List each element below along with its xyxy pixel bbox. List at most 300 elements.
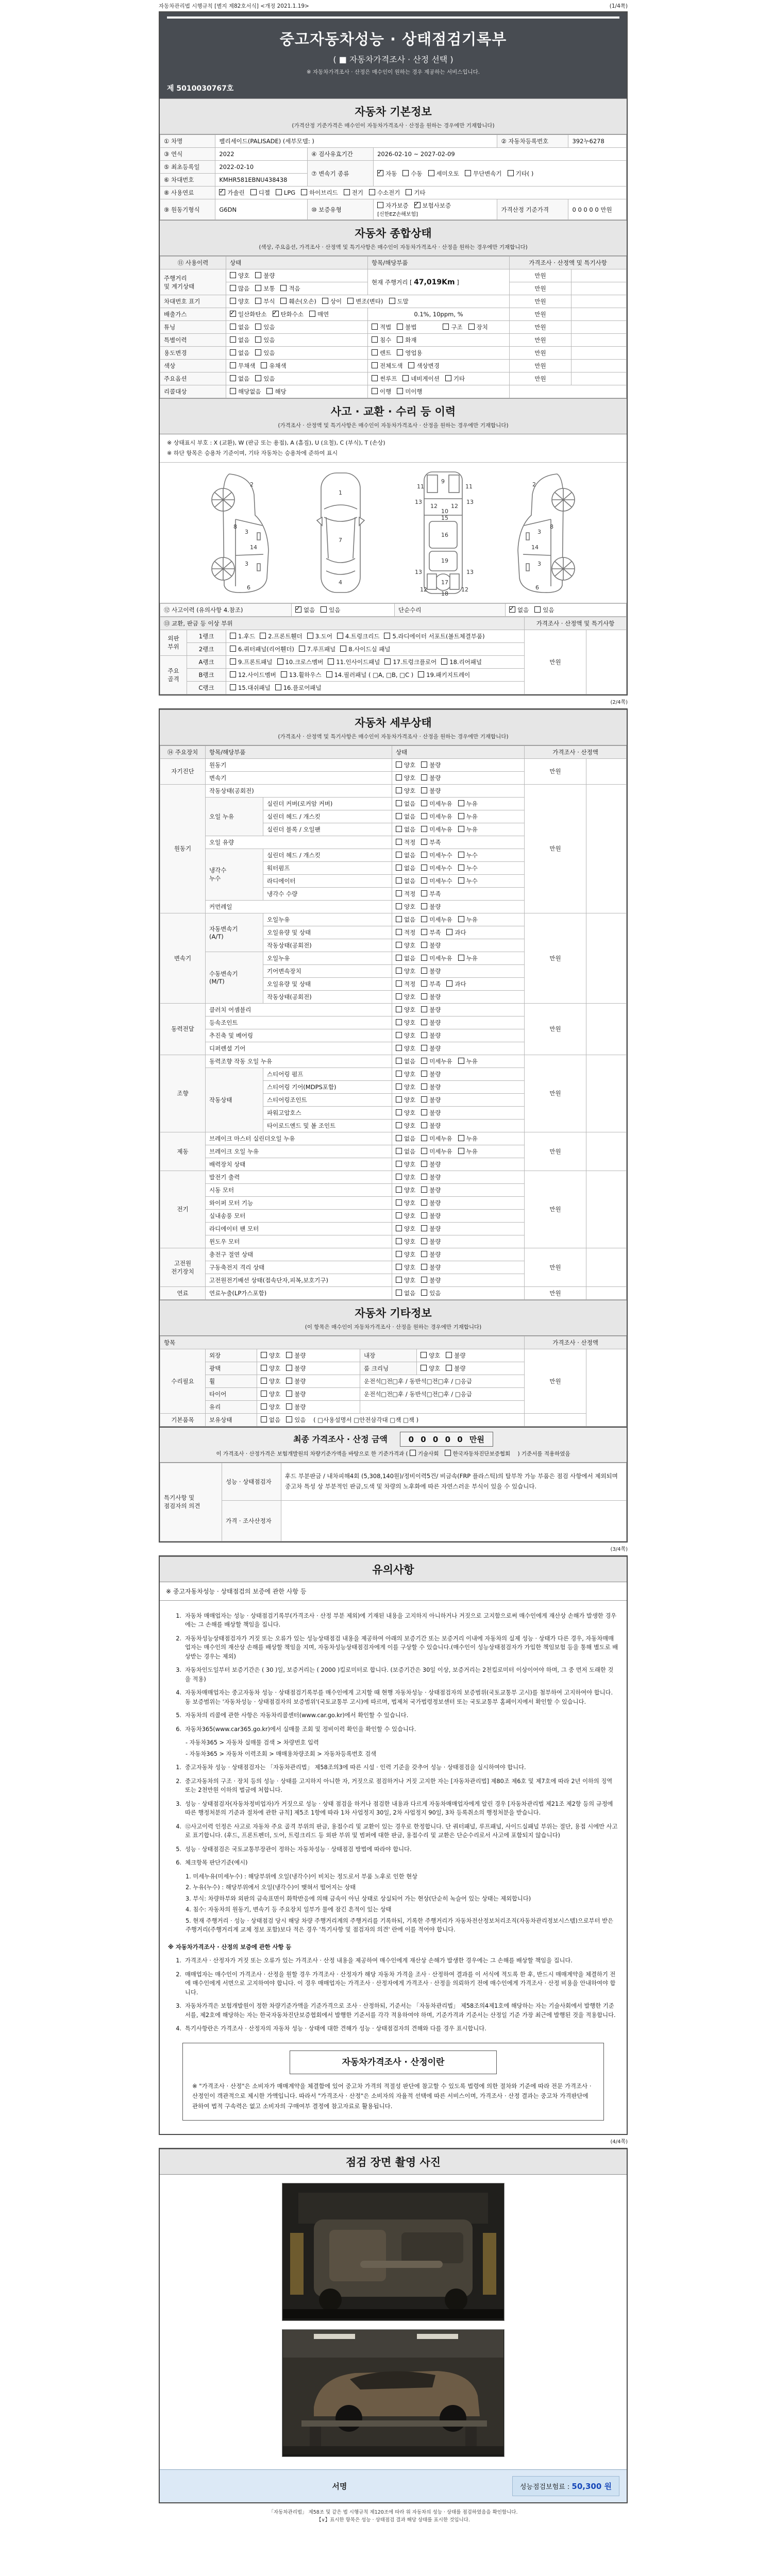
- checkbox-option[interactable]: 부식: [255, 297, 275, 306]
- checkbox-icon[interactable]: [286, 1378, 292, 1384]
- checkbox-option[interactable]: 있음: [255, 375, 275, 383]
- checkbox-option[interactable]: 없음: [396, 1057, 415, 1065]
- checkbox-icon[interactable]: [295, 606, 301, 613]
- checkbox-option[interactable]: 미세누유: [421, 1147, 452, 1156]
- checkbox-option[interactable]: 미세누유: [421, 916, 452, 924]
- checkbox-icon[interactable]: [396, 1238, 402, 1244]
- checkbox-icon[interactable]: [230, 671, 236, 677]
- checkbox-option[interactable]: 불량: [421, 1173, 441, 1181]
- checkbox-option[interactable]: 1.후드: [230, 632, 255, 640]
- checkbox-icon[interactable]: [286, 1403, 292, 1410]
- checkbox-option[interactable]: 디젤: [250, 189, 270, 197]
- checkbox-icon[interactable]: [396, 1045, 402, 1051]
- checkbox-icon[interactable]: [421, 968, 427, 974]
- checkbox-option[interactable]: 기술사회: [410, 1450, 439, 1458]
- checkbox-option[interactable]: 미세누유: [421, 800, 452, 808]
- checkbox-option[interactable]: 양호: [396, 1276, 415, 1284]
- checkbox-icon[interactable]: [421, 1109, 427, 1115]
- checkbox-icon[interactable]: [458, 955, 464, 961]
- checkbox-icon[interactable]: [458, 865, 464, 871]
- checkbox-icon[interactable]: [266, 388, 273, 394]
- checkbox-option[interactable]: 해당: [266, 387, 286, 396]
- checkbox-option[interactable]: 없음: [396, 825, 415, 834]
- checkbox-icon[interactable]: [309, 311, 315, 317]
- checkbox-option[interactable]: 양호: [261, 1377, 280, 1385]
- checkbox-icon[interactable]: [397, 324, 403, 330]
- checkbox-option[interactable]: 불량: [286, 1351, 306, 1360]
- checkbox-icon[interactable]: [421, 1058, 427, 1064]
- checkbox-icon[interactable]: [458, 916, 464, 922]
- checkbox-option[interactable]: 없음: [396, 954, 415, 962]
- checkbox-icon[interactable]: [230, 298, 236, 304]
- checkbox-icon[interactable]: [421, 1006, 427, 1012]
- checkbox-option[interactable]: 13.휠하우스: [281, 671, 322, 679]
- checkbox-icon[interactable]: [230, 633, 236, 639]
- checkbox-option[interactable]: 양호: [421, 1351, 440, 1360]
- checkbox-option[interactable]: 양호: [261, 1390, 280, 1398]
- checkbox-option[interactable]: LPG: [276, 189, 295, 196]
- checkbox-option[interactable]: 불량: [421, 1096, 441, 1104]
- checkbox-icon[interactable]: [396, 1148, 402, 1154]
- checkbox-option[interactable]: 미세누수: [421, 864, 452, 872]
- checkbox-option[interactable]: 적정: [396, 838, 415, 846]
- checkbox-option[interactable]: 무채색: [230, 362, 255, 370]
- checkbox-option[interactable]: 11.인사이드패널: [328, 658, 380, 666]
- checkbox-option[interactable]: 이행: [372, 387, 391, 396]
- checkbox-icon[interactable]: [347, 298, 354, 304]
- checkbox-icon[interactable]: [421, 942, 427, 948]
- checkbox-option[interactable]: 누수: [458, 864, 478, 872]
- checkbox-icon[interactable]: [458, 1135, 464, 1141]
- checkbox-option[interactable]: 있음: [534, 606, 554, 614]
- checkbox-icon[interactable]: [421, 865, 427, 871]
- checkbox-icon[interactable]: [396, 955, 402, 961]
- checkbox-icon[interactable]: [260, 633, 266, 639]
- checkbox-option[interactable]: 불량: [421, 1199, 441, 1207]
- checkbox-icon[interactable]: [396, 1071, 402, 1077]
- checkbox-icon[interactable]: [396, 813, 402, 819]
- checkbox-option[interactable]: 썬루프: [372, 375, 397, 383]
- checkbox-icon[interactable]: [396, 1290, 402, 1296]
- checkbox-option[interactable]: 수소전기: [369, 189, 400, 197]
- checkbox-icon[interactable]: [396, 1174, 402, 1180]
- checkbox-icon[interactable]: [421, 1251, 427, 1257]
- checkbox-icon[interactable]: [372, 388, 378, 394]
- checkbox-icon[interactable]: [372, 324, 378, 330]
- checkbox-option[interactable]: 양호: [396, 1238, 415, 1246]
- checkbox-icon[interactable]: [255, 285, 261, 291]
- checkbox-option[interactable]: 불량: [421, 1083, 441, 1091]
- checkbox-option[interactable]: 미세누수: [421, 877, 452, 885]
- checkbox-icon[interactable]: [275, 684, 281, 690]
- checkbox-icon[interactable]: [261, 1365, 267, 1371]
- checkbox-icon[interactable]: [344, 189, 350, 195]
- checkbox-icon[interactable]: [468, 324, 475, 330]
- checkbox-icon[interactable]: [255, 336, 261, 343]
- checkbox-option[interactable]: 16.플로어패널: [275, 684, 322, 692]
- checkbox-option[interactable]: 많음: [230, 284, 249, 293]
- checkbox-option[interactable]: ✓ 없음: [509, 606, 529, 614]
- checkbox-option[interactable]: 기타: [406, 189, 425, 197]
- checkbox-option[interactable]: 네비게이션: [402, 375, 440, 383]
- checkbox-option[interactable]: 양호: [396, 1173, 415, 1181]
- checkbox-option[interactable]: 7.루프패널: [299, 645, 335, 653]
- checkbox-icon[interactable]: [396, 1135, 402, 1141]
- checkbox-icon[interactable]: [372, 349, 378, 355]
- checkbox-option[interactable]: 누유: [458, 916, 478, 924]
- checkbox-option[interactable]: 양호: [396, 1160, 415, 1168]
- checkbox-icon[interactable]: [396, 929, 402, 935]
- checkbox-icon[interactable]: [307, 633, 313, 639]
- checkbox-icon[interactable]: [281, 671, 287, 677]
- checkbox-option[interactable]: 18.리어패널: [441, 658, 482, 666]
- checkbox-icon[interactable]: [372, 336, 378, 343]
- checkbox-option[interactable]: 누유: [458, 954, 478, 962]
- checkbox-icon[interactable]: [340, 646, 346, 652]
- checkbox-option[interactable]: 8.사이드실 패널: [340, 645, 390, 653]
- checkbox-option[interactable]: 양호: [396, 1250, 415, 1259]
- checkbox-option[interactable]: 없음: [261, 1416, 280, 1424]
- checkbox-icon[interactable]: [261, 1416, 267, 1422]
- checkbox-icon[interactable]: [396, 890, 402, 896]
- checkbox-icon[interactable]: [372, 362, 378, 368]
- checkbox-icon[interactable]: [230, 324, 236, 330]
- checkbox-option[interactable]: 부족: [421, 980, 441, 988]
- checkbox-option[interactable]: 불량: [286, 1364, 306, 1372]
- checkbox-icon[interactable]: [421, 980, 427, 987]
- checkbox-icon[interactable]: [230, 285, 236, 291]
- checkbox-option[interactable]: 양호: [396, 1186, 415, 1194]
- checkbox-option[interactable]: 누유: [458, 800, 478, 808]
- checkbox-icon[interactable]: [396, 903, 402, 909]
- checkbox-option[interactable]: 부족: [421, 890, 441, 898]
- checkbox-icon[interactable]: [230, 388, 236, 394]
- checkbox-option[interactable]: ✓ 탄화수소: [273, 310, 304, 318]
- checkbox-option[interactable]: 9.프론트패널: [230, 658, 273, 666]
- checkbox-icon[interactable]: [396, 1122, 402, 1128]
- checkbox-icon[interactable]: [230, 349, 236, 355]
- checkbox-option[interactable]: 보통: [255, 284, 275, 293]
- checkbox-option[interactable]: 불량: [421, 787, 441, 795]
- checkbox-option[interactable]: 2.프론트휀더: [260, 632, 303, 640]
- checkbox-option[interactable]: 전기: [344, 189, 363, 197]
- checkbox-icon[interactable]: [402, 375, 409, 381]
- checkbox-option[interactable]: 불량: [286, 1390, 306, 1398]
- checkbox-icon[interactable]: [446, 980, 452, 987]
- checkbox-icon[interactable]: [396, 1006, 402, 1012]
- checkbox-icon[interactable]: [421, 1032, 427, 1038]
- checkbox-icon[interactable]: [280, 298, 287, 304]
- checkbox-option[interactable]: 양호: [261, 1364, 280, 1372]
- checkbox-option[interactable]: 양호: [396, 967, 415, 975]
- checkbox-option[interactable]: 화재: [397, 336, 416, 344]
- checkbox-icon[interactable]: [421, 852, 427, 858]
- checkbox-icon[interactable]: [421, 1096, 427, 1103]
- checkbox-icon[interactable]: [445, 375, 451, 381]
- checkbox-icon[interactable]: [443, 324, 449, 330]
- checkbox-icon[interactable]: [261, 1378, 267, 1384]
- checkbox-icon[interactable]: [408, 362, 414, 368]
- checkbox-option[interactable]: 누유: [458, 825, 478, 834]
- checkbox-icon[interactable]: [397, 388, 403, 394]
- checkbox-icon[interactable]: [397, 349, 403, 355]
- checkbox-option[interactable]: 상이: [322, 297, 342, 306]
- checkbox-option[interactable]: 불량: [421, 1263, 441, 1272]
- checkbox-option[interactable]: 불량: [421, 1250, 441, 1259]
- checkbox-icon[interactable]: [410, 1450, 416, 1456]
- checkbox-option[interactable]: 없음: [230, 375, 249, 383]
- checkbox-icon[interactable]: [396, 968, 402, 974]
- checkbox-icon[interactable]: [421, 993, 427, 999]
- checkbox-option[interactable]: 없음: [396, 812, 415, 821]
- checkbox-icon[interactable]: [326, 671, 332, 677]
- checkbox-icon[interactable]: [509, 606, 515, 613]
- checkbox-option[interactable]: 불량: [421, 761, 441, 769]
- checkbox-icon[interactable]: [508, 170, 514, 176]
- checkbox-option[interactable]: 수동: [402, 170, 422, 178]
- checkbox-icon[interactable]: [396, 1032, 402, 1038]
- checkbox-icon[interactable]: [372, 375, 378, 381]
- checkbox-option[interactable]: 적정: [396, 980, 415, 988]
- checkbox-option[interactable]: 양호: [396, 787, 415, 795]
- checkbox-option[interactable]: 양호: [261, 1351, 280, 1360]
- checkbox-icon[interactable]: [458, 800, 464, 806]
- checkbox-option[interactable]: 미세누유: [421, 1057, 452, 1065]
- checkbox-icon[interactable]: [396, 1212, 402, 1218]
- checkbox-option[interactable]: 양호: [396, 1212, 415, 1220]
- checkbox-icon[interactable]: [421, 877, 427, 884]
- checkbox-icon[interactable]: [441, 658, 447, 665]
- checkbox-option[interactable]: 양호: [421, 1364, 440, 1372]
- checkbox-icon[interactable]: [337, 633, 343, 639]
- checkbox-option[interactable]: 누수: [458, 851, 478, 859]
- checkbox-icon[interactable]: [421, 839, 427, 845]
- checkbox-option[interactable]: 양호: [396, 993, 415, 1001]
- checkbox-icon[interactable]: [280, 285, 287, 291]
- checkbox-icon[interactable]: [421, 1365, 427, 1371]
- checkbox-icon[interactable]: [396, 1251, 402, 1257]
- checkbox-icon[interactable]: [396, 826, 402, 832]
- checkbox-icon[interactable]: [230, 272, 236, 278]
- checkbox-icon[interactable]: [396, 839, 402, 845]
- checkbox-option[interactable]: 없음: [230, 323, 249, 331]
- checkbox-icon[interactable]: [230, 684, 236, 690]
- checkbox-icon[interactable]: [421, 1135, 427, 1141]
- checkbox-option[interactable]: 미세누수: [421, 851, 452, 859]
- checkbox-icon[interactable]: [421, 1199, 427, 1206]
- checkbox-option[interactable]: 불량: [286, 1403, 306, 1411]
- checkbox-option[interactable]: 불량: [421, 1276, 441, 1284]
- checkbox-icon[interactable]: [421, 1352, 427, 1358]
- checkbox-icon[interactable]: [406, 189, 412, 195]
- checkbox-option[interactable]: 렌트: [372, 349, 391, 357]
- checkbox-option[interactable]: 17.트렁크플로어: [384, 658, 436, 666]
- checkbox-option[interactable]: 불량: [421, 1006, 441, 1014]
- checkbox-icon[interactable]: [230, 311, 236, 317]
- checkbox-option[interactable]: 불량: [421, 1122, 441, 1130]
- checkbox-icon[interactable]: [396, 761, 402, 768]
- checkbox-icon[interactable]: [534, 606, 541, 613]
- checkbox-option[interactable]: 있음: [421, 1289, 441, 1297]
- checkbox-option[interactable]: ✓ 가솔린: [219, 189, 244, 197]
- checkbox-icon[interactable]: [421, 903, 427, 909]
- checkbox-option[interactable]: ✓ 일산화탄소: [230, 310, 267, 318]
- checkbox-icon[interactable]: [255, 298, 261, 304]
- checkbox-icon[interactable]: [421, 1161, 427, 1167]
- checkbox-option[interactable]: 불량: [421, 1212, 441, 1220]
- checkbox-option[interactable]: 영업용: [397, 349, 422, 357]
- checkbox-option[interactable]: 매연: [309, 310, 329, 318]
- checkbox-option[interactable]: 불량: [421, 1044, 441, 1053]
- checkbox-icon[interactable]: [396, 865, 402, 871]
- checkbox-option[interactable]: 불량: [421, 903, 441, 911]
- checkbox-icon[interactable]: [397, 336, 403, 343]
- checkbox-icon[interactable]: [421, 1290, 427, 1296]
- checkbox-option[interactable]: 침수: [372, 336, 391, 344]
- checkbox-option[interactable]: 부족: [421, 838, 441, 846]
- checkbox-option[interactable]: 양호: [396, 1006, 415, 1014]
- checkbox-option[interactable]: 양호: [396, 1019, 415, 1027]
- checkbox-option[interactable]: 양호: [396, 1199, 415, 1207]
- checkbox-icon[interactable]: [446, 929, 452, 935]
- checkbox-option[interactable]: 양호: [261, 1403, 280, 1411]
- checkbox-icon[interactable]: [396, 877, 402, 884]
- checkbox-icon[interactable]: [276, 189, 282, 195]
- checkbox-icon[interactable]: [421, 1019, 427, 1025]
- checkbox-icon[interactable]: [230, 336, 236, 343]
- checkbox-icon[interactable]: [396, 1019, 402, 1025]
- checkbox-icon[interactable]: [421, 1083, 427, 1090]
- checkbox-option[interactable]: 세미오토: [428, 170, 459, 178]
- checkbox-option[interactable]: 장치: [468, 323, 488, 331]
- checkbox-icon[interactable]: [458, 852, 464, 858]
- checkbox-icon[interactable]: [396, 993, 402, 999]
- checkbox-option[interactable]: 불량: [421, 1186, 441, 1194]
- checkbox-icon[interactable]: [396, 980, 402, 987]
- checkbox-option[interactable]: 기타: [445, 375, 465, 383]
- checkbox-icon[interactable]: [277, 658, 283, 665]
- checkbox-option[interactable]: 적법: [372, 323, 391, 331]
- checkbox-option[interactable]: 불량: [421, 941, 441, 950]
- checkbox-icon[interactable]: [396, 1225, 402, 1231]
- checkbox-option[interactable]: 불량: [446, 1351, 465, 1360]
- checkbox-option[interactable]: 양호: [396, 1225, 415, 1233]
- checkbox-icon[interactable]: [396, 800, 402, 806]
- checkbox-icon[interactable]: [250, 189, 257, 195]
- checkbox-icon[interactable]: [369, 189, 375, 195]
- checkbox-icon[interactable]: [396, 852, 402, 858]
- checkbox-option[interactable]: 미이행: [397, 387, 422, 396]
- checkbox-icon[interactable]: [396, 1058, 402, 1064]
- checkbox-icon[interactable]: [465, 170, 471, 176]
- checkbox-option[interactable]: 미세누유: [421, 1134, 452, 1143]
- checkbox-option[interactable]: 미세누유: [421, 825, 452, 834]
- checkbox-option[interactable]: 없음: [396, 800, 415, 808]
- checkbox-option[interactable]: 14.필러패널 ( □A, □B, □C ): [326, 671, 414, 679]
- checkbox-option[interactable]: 무단변속기: [465, 170, 502, 178]
- checkbox-icon[interactable]: [396, 1161, 402, 1167]
- checkbox-option[interactable]: 누수: [458, 877, 478, 885]
- checkbox-icon[interactable]: [389, 298, 395, 304]
- checkbox-icon[interactable]: [396, 1277, 402, 1283]
- checkbox-option[interactable]: 없음: [230, 336, 249, 344]
- checkbox-option[interactable]: 누유: [458, 1134, 478, 1143]
- checkbox-icon[interactable]: [421, 774, 427, 781]
- checkbox-option[interactable]: 6.쿼터패널(리어휀더): [230, 645, 294, 653]
- checkbox-icon[interactable]: [396, 942, 402, 948]
- checkbox-icon[interactable]: [458, 877, 464, 884]
- checkbox-option[interactable]: 양호: [396, 774, 415, 782]
- checkbox-icon[interactable]: [446, 1352, 452, 1358]
- checkbox-icon[interactable]: [396, 1264, 402, 1270]
- checkbox-icon[interactable]: [255, 375, 261, 381]
- checkbox-icon[interactable]: [421, 813, 427, 819]
- checkbox-option[interactable]: ✓ 없음: [295, 606, 315, 614]
- checkbox-icon[interactable]: [396, 1096, 402, 1103]
- checkbox-option[interactable]: 없음: [230, 349, 249, 357]
- checkbox-option[interactable]: 훼손(오손): [280, 297, 316, 306]
- checkbox-icon[interactable]: [219, 189, 225, 195]
- checkbox-option[interactable]: 도말: [389, 297, 409, 306]
- checkbox-option[interactable]: 적정: [396, 890, 415, 898]
- checkbox-icon[interactable]: [421, 1212, 427, 1218]
- checkbox-icon[interactable]: [421, 890, 427, 896]
- checkbox-icon[interactable]: [421, 787, 427, 793]
- checkbox-icon[interactable]: [230, 375, 236, 381]
- checkbox-icon[interactable]: [421, 1187, 427, 1193]
- checkbox-icon[interactable]: [458, 1058, 464, 1064]
- checkbox-option[interactable]: 한국자동차진단보증협회: [445, 1450, 511, 1458]
- checkbox-option[interactable]: 과다: [446, 980, 466, 988]
- checkbox-icon[interactable]: [421, 1264, 427, 1270]
- checkbox-option[interactable]: 불량: [286, 1377, 306, 1385]
- checkbox-icon[interactable]: [421, 826, 427, 832]
- checkbox-option[interactable]: ✓ 보험사보증: [414, 201, 451, 210]
- checkbox-option[interactable]: 19.패키지트레이: [418, 671, 470, 679]
- checkbox-option[interactable]: 불량: [421, 1109, 441, 1117]
- checkbox-icon[interactable]: [418, 671, 424, 677]
- checkbox-icon[interactable]: [384, 633, 390, 639]
- checkbox-option[interactable]: 없음: [396, 851, 415, 859]
- checkbox-option[interactable]: 불량: [421, 774, 441, 782]
- checkbox-option[interactable]: 없음: [396, 916, 415, 924]
- checkbox-icon[interactable]: [286, 1416, 292, 1422]
- checkbox-option[interactable]: 불량: [446, 1364, 465, 1372]
- checkbox-icon[interactable]: [230, 658, 236, 665]
- checkbox-icon[interactable]: [273, 311, 279, 317]
- checkbox-icon[interactable]: [421, 761, 427, 768]
- checkbox-icon[interactable]: [377, 202, 383, 208]
- checkbox-option[interactable]: 누유: [458, 1057, 478, 1065]
- checkbox-option[interactable]: 양호: [396, 1031, 415, 1040]
- checkbox-option[interactable]: 구조: [443, 323, 462, 331]
- checkbox-option[interactable]: 불량: [421, 1019, 441, 1027]
- checkbox-icon[interactable]: [402, 170, 409, 176]
- checkbox-option[interactable]: 있음: [255, 336, 275, 344]
- checkbox-option[interactable]: 양호: [396, 1070, 415, 1078]
- checkbox-option[interactable]: 양호: [396, 1109, 415, 1117]
- checkbox-option[interactable]: 적정: [396, 928, 415, 937]
- checkbox-icon[interactable]: [328, 658, 334, 665]
- checkbox-icon[interactable]: [458, 826, 464, 832]
- checkbox-icon[interactable]: [377, 170, 383, 176]
- checkbox-icon[interactable]: [286, 1352, 292, 1358]
- checkbox-option[interactable]: 불량: [421, 1031, 441, 1040]
- checkbox-option[interactable]: 없음: [396, 877, 415, 885]
- checkbox-icon[interactable]: [322, 298, 328, 304]
- checkbox-icon[interactable]: [396, 1199, 402, 1206]
- checkbox-option[interactable]: 12.사이드멤버: [230, 671, 276, 679]
